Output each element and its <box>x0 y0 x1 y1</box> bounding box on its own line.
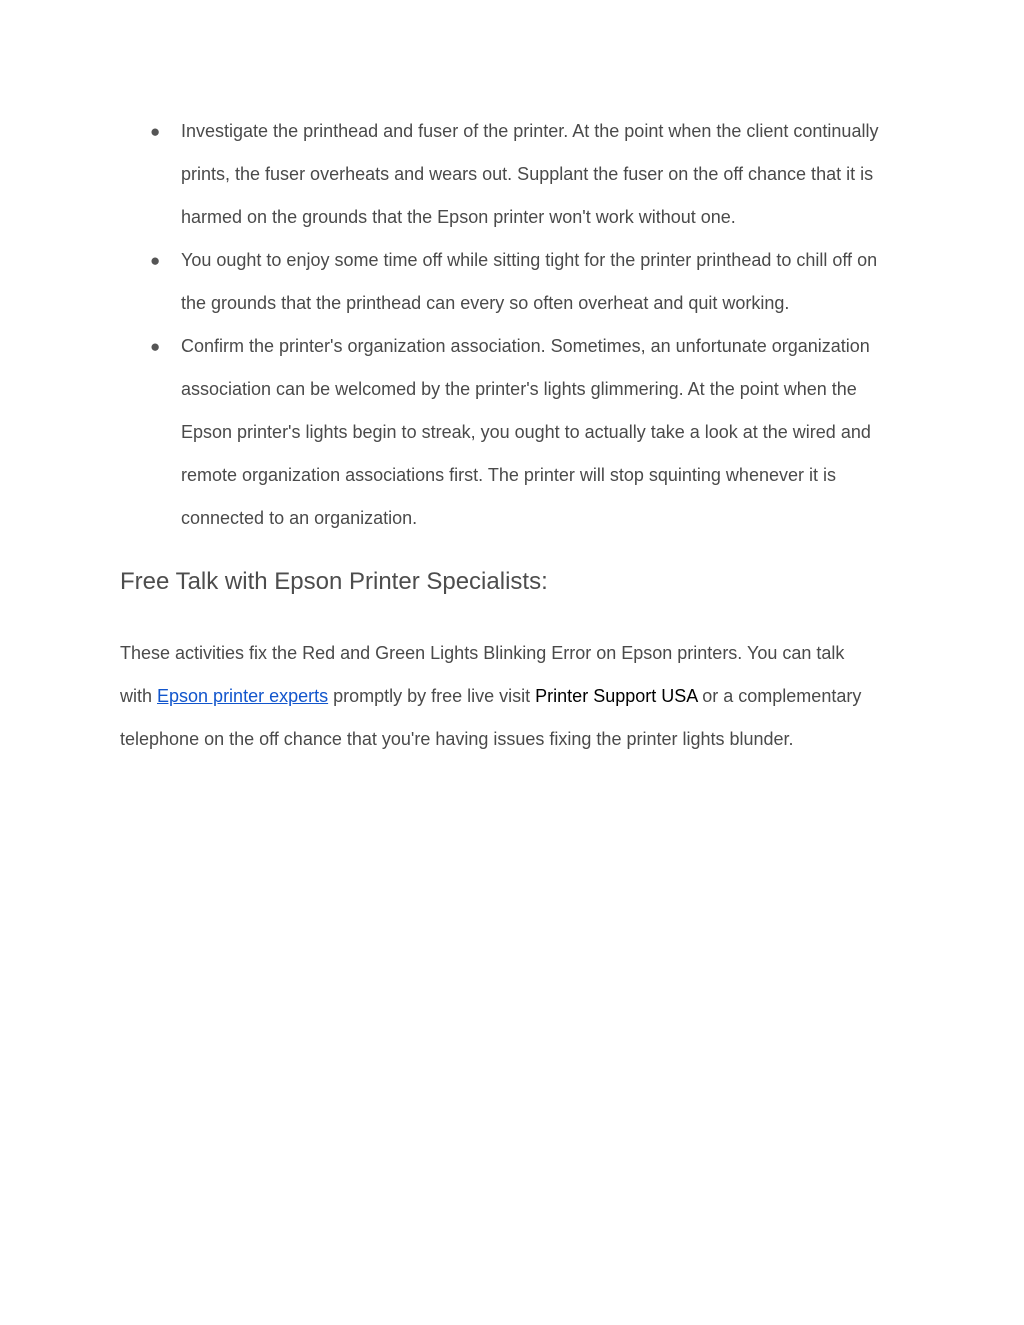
list-item-line: connected to an organization. <box>181 508 418 528</box>
list-item-line: Investigate the printhead and fuser of the printer. At the point when the client continually <box>181 121 879 141</box>
list-item <box>120 325 910 540</box>
list-item-line: Confirm the printer's organization association. Sometimes, an unfortunate organization <box>181 336 870 356</box>
list-item-line: You ought to enjoy some time off while sitting tight for the printer printhead to chill off on <box>181 250 878 270</box>
body-paragraph <box>120 632 910 761</box>
epson-experts-link[interactable]: Epson printer experts <box>157 686 329 706</box>
paragraph-line <box>120 675 910 718</box>
bullet-icon: ● <box>150 122 161 141</box>
bullet-icon: ● <box>150 251 161 270</box>
brand-name: Printer Support USA <box>535 686 698 706</box>
paragraph-text: or a complementary <box>697 686 862 706</box>
section-heading: Free Talk with Epson Printer Specialists: <box>120 568 548 595</box>
paragraph-line: telephone on the off chance that you're having issues fixing the printer lights blunder. <box>120 729 794 749</box>
bullet-icon: ● <box>150 337 161 356</box>
list-item-line: Epson printer's lights begin to streak, you ought to actually take a look at the wired and <box>181 422 871 442</box>
list-item-line: harmed on the grounds that the Epson printer won't work without one. <box>181 207 736 227</box>
paragraph-text: promptly by free live visit <box>328 686 536 706</box>
list-item-line: remote organization associations first. The printer will stop squinting whenever it is <box>181 465 836 485</box>
bullet-list <box>120 110 910 540</box>
list-item-line: the grounds that the printhead can every so often overheat and quit working. <box>181 293 790 313</box>
paragraph-line: These activities fix the Red and Green Lights Blinking Error on Epson printers. You can talk <box>120 643 845 663</box>
list-item <box>120 110 910 239</box>
paragraph-text: with <box>120 686 158 706</box>
list-item-line: association can be welcomed by the printer's lights glimmering. At the point when the <box>181 379 857 399</box>
list-item <box>120 239 910 325</box>
list-item-line: prints, the fuser overheats and wears out. Supplant the fuser on the off chance that it is <box>181 164 874 184</box>
